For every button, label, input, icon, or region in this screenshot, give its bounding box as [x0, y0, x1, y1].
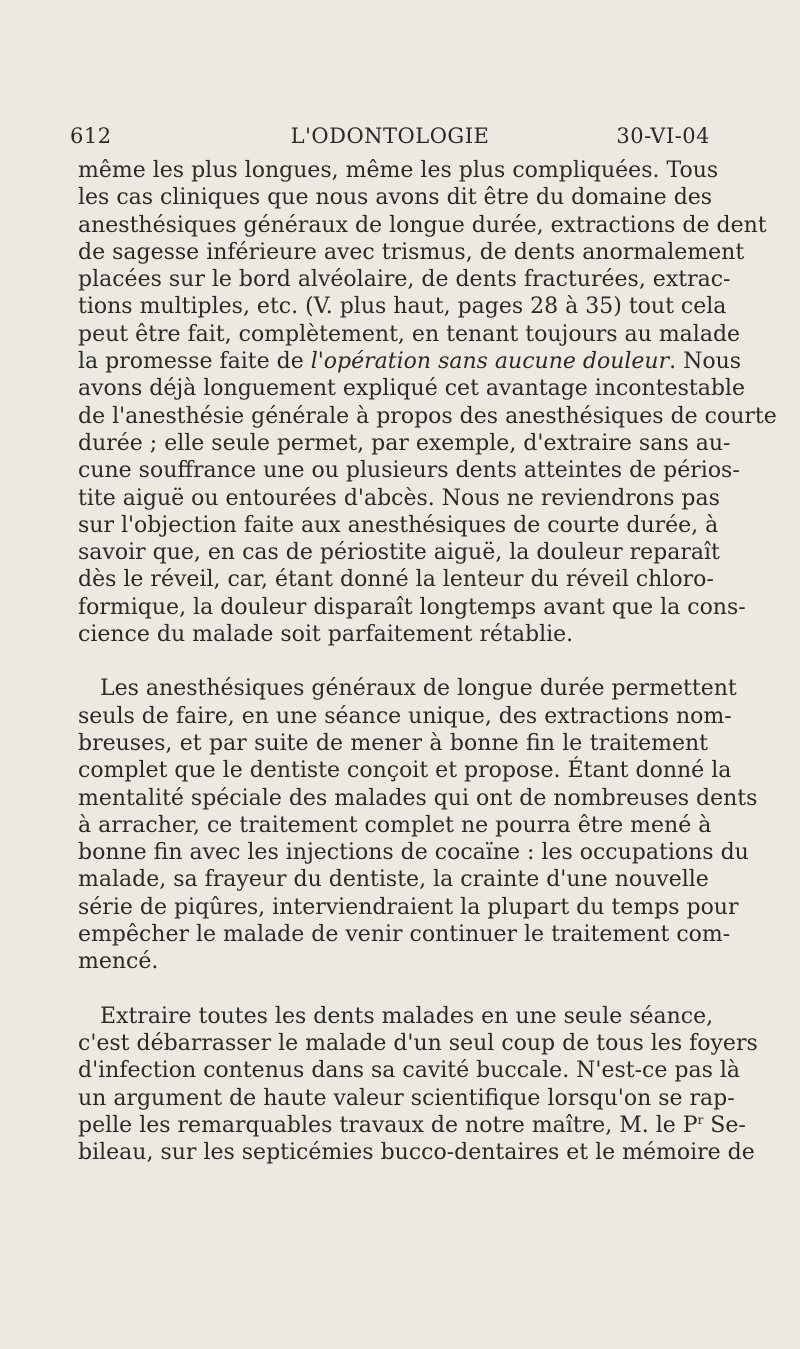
text-line: peut être fait, complètement, en tenant toujours au malade [78, 321, 741, 347]
text-line-with-superscript [78, 1112, 746, 1139]
text-line: malade, sa frayeur du dentiste, la crainte d'une nouvelle [78, 867, 709, 893]
body-text [78, 157, 777, 1166]
text-line: dès le réveil, car, étant donné la lenteur du réveil chloro- [78, 567, 714, 593]
text-line: série de piqûres, interviendraient la plupart du temps pour [78, 894, 739, 920]
text-line: avons déjà longuement expliqué cet avantage incontestable [78, 376, 745, 402]
text-line: tions multiples, etc. (V. plus haut, pages 28 à 35) tout cela [78, 294, 727, 320]
text-line: sur l'objection faite aux anesthésiques de courte durée, à [78, 512, 719, 538]
text-run: la promesse faite de [78, 349, 311, 375]
issue-date: 30-VI-04 [616, 124, 710, 148]
text-run: . Nous [669, 349, 742, 375]
text-line: empêcher le malade de venir continuer le traitement com- [78, 922, 731, 948]
text-line: placées sur le bord alvéolaire, de dents fracturées, extrac- [78, 267, 731, 293]
text-line: même les plus longues, même les plus compliquées. Tous [78, 158, 719, 183]
text-line: savoir que, en cas de périostite aiguë, la douleur reparaît [78, 540, 720, 566]
superscript: r [697, 1112, 704, 1127]
text-line: un argument de haute valeur scientifique lorsqu'on se rap- [78, 1085, 735, 1111]
text-line: mencé. [78, 949, 159, 975]
text-line: seuls de faire, en une séance unique, des extractions nom- [78, 703, 732, 729]
text-line: d'infection contenus dans sa cavité buccale. N'est-ce pas là [78, 1058, 741, 1084]
text-line: Les anesthésiques généraux de longue durée permettent [100, 676, 737, 702]
text-line: mentalité spéciale des malades qui ont de nombreuses dents [78, 785, 758, 811]
text-line: à arracher, ce traitement complet ne pourra être mené à [78, 812, 712, 838]
paragraph-1 [78, 157, 777, 648]
text-run: pelle les remarquables travaux de notre maître, M. le P [78, 1112, 698, 1138]
text-line: durée ; elle seule permet, par exemple, d'extraire sans au- [78, 430, 731, 456]
text-line: formique, la douleur disparaît longtemps avant que la cons- [78, 594, 746, 620]
paragraph-2 [78, 675, 758, 975]
page-number: 612 [70, 124, 112, 148]
text-line: les cas cliniques que nous avons dit être du domaine des [78, 185, 713, 211]
text-line: cience du malade soit parfaitement rétablie. [78, 622, 574, 648]
text-run: Se- [703, 1112, 746, 1138]
paragraph-spacer [78, 648, 708, 675]
paragraph-spacer [78, 976, 708, 1003]
text-line-with-emphasis [78, 348, 742, 375]
text-line: c'est débarrasser le malade d'un seul coup de tous les foyers [78, 1030, 758, 1056]
text-line: cune souffrance une ou plusieurs dents atteintes de périos- [78, 458, 740, 484]
text-line: breuses, et par suite de mener à bonne fin le traitement [78, 730, 708, 756]
emphasized-phrase: l'opération sans aucune douleur [310, 349, 670, 375]
text-line: de l'anesthésie générale à propos des anesthésiques de courte [78, 403, 777, 429]
text-line: bileau, sur les septicémies bucco-dentaires et le mémoire de [78, 1140, 755, 1166]
text-line: anesthésiques généraux de longue durée, extractions de dent [78, 212, 767, 238]
text-line: complet que le dentiste conçoit et propose. Étant donné la [78, 758, 732, 784]
journal-title: L'ODONTOLOGIE [290, 124, 490, 148]
text-line: tite aiguë ou entourées d'abcès. Nous ne reviendrons pas [78, 485, 720, 511]
text-line: de sagesse inférieure avec trismus, de dents anormalement [78, 239, 745, 265]
text-line: bonne fin avec les injections de cocaïne : les occupations du [78, 840, 749, 866]
paragraph-3 [78, 1003, 758, 1167]
text-line: Extraire toutes les dents malades en une seule séance, [100, 1003, 714, 1029]
